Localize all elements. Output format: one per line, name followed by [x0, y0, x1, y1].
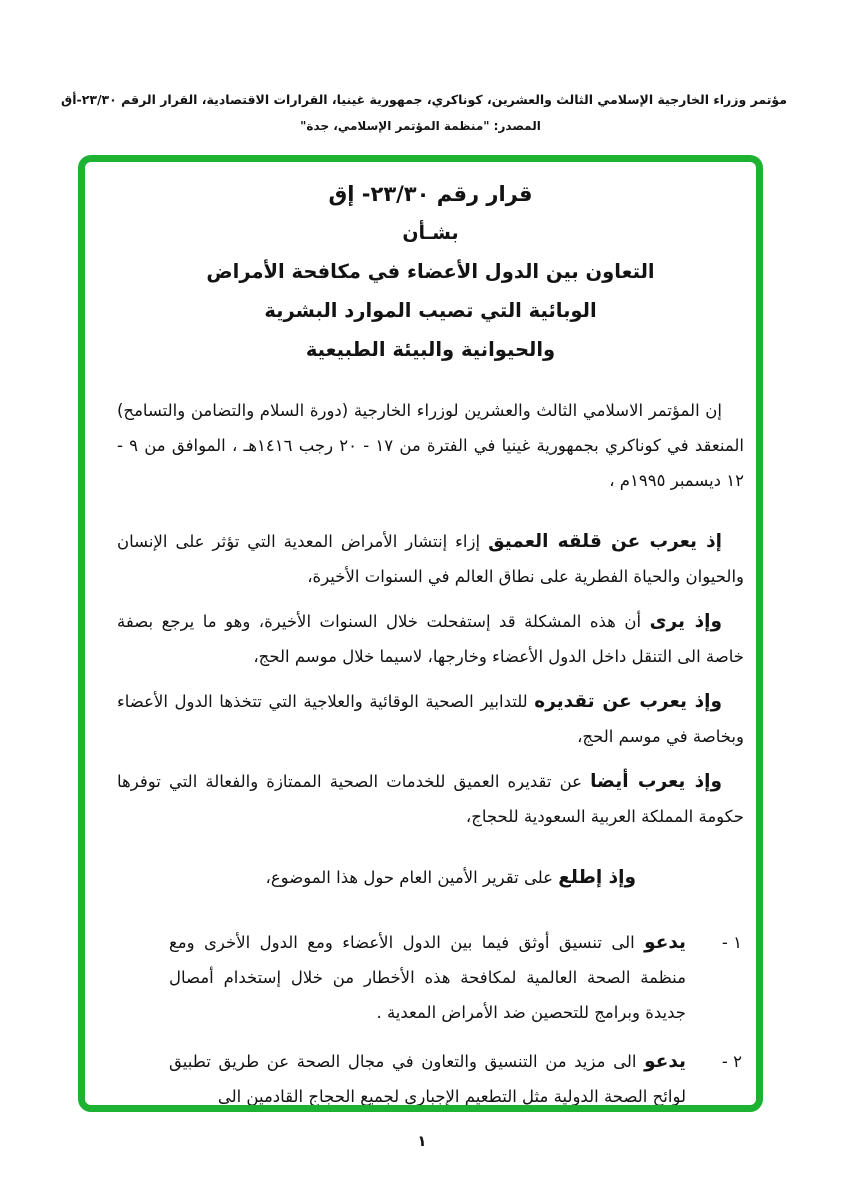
clause-appreciation-measures: [117, 684, 744, 754]
item-text: [117, 925, 686, 1030]
clause-lead: وإذ يعرب أيضا: [590, 771, 722, 792]
list-item-1: [117, 925, 744, 1030]
resolution-title-block: [117, 174, 744, 369]
title-subject-line-3: والحيوانية والبيئة الطبيعية: [305, 338, 556, 361]
title-subject-line-1: التعاون بين الدول الأعضاء في مكافحة الأمراض: [206, 260, 655, 283]
clause-deep-concern: [117, 524, 744, 594]
list-item-2: [117, 1044, 744, 1112]
item-number: ٢ -: [721, 1052, 742, 1071]
clause-considering: [117, 604, 744, 674]
clause-report-review: [117, 860, 744, 895]
header-attribution-line: المصدر: "منظمة المؤتمر الإسلامي، جدة": [300, 119, 541, 133]
preamble-paragraph: إن المؤتمر الاسلامي الثالث والعشرين لوزراء الخارجية (دورة السلام والتضامن والتسامح) المنعقد في كوناكري بجمهورية غينيا في الفترة من ١٧ - ٢٠ رجب ١٤١٦هـ ، الموافق من ٩ - ١٢ ديسمبر ١٩٩٥م ،: [117, 401, 744, 490]
title-regarding: بشـأن: [402, 222, 459, 244]
clause-text: للتدابير الصحية الوقائية والعلاجية التي تتخذها الدول الأعضاء وبخاصة في موسم الحج،: [117, 692, 744, 746]
item-lead: يدعو: [644, 1051, 686, 1072]
clause-text: على تقرير الأمين العام حول هذا الموضوع،: [265, 868, 559, 887]
clause-text: عن تقديره العميق للخدمات الصحية الممتازة والفعالة التي توفرها حكومة المملكة العربية السعودية للحجاج،: [117, 772, 744, 826]
operative-paragraphs: [117, 925, 744, 1112]
clause-text: إزاء إنتشار الأمراض المعدية التي تؤثر على الإنسان والحيوان والحياة الفطرية على نطاق العالم في السنوات الأخيرة،: [117, 532, 744, 586]
clause-lead: وإذ يعرب عن تقديره: [534, 691, 722, 712]
clause-text: أن هذه المشكلة قد إستفحلت خلال السنوات الأخيرة، وهو ما يرجع بصفة خاصة الى التنقل داخل الدول الأعضاء وخارجها، لاسيما خلال موسم الحج،: [117, 612, 744, 666]
item-number: ١ -: [721, 933, 742, 952]
resolution-number: قرار رقم ٢٣/٣٠- إق: [328, 182, 533, 206]
clause-lead: إذ يعرب عن قلقه العميق: [488, 531, 722, 552]
clause-appreciation-services: [117, 764, 744, 834]
document-header: [54, 90, 787, 136]
page-number: ١: [417, 1132, 427, 1150]
item-body: الى تنسيق أوثق فيما بين الدول الأعضاء ومع الدول الأخرى ومع منظمة الصحة العالمية لمكافحة هذه الأخطار من خلال إستخدام أمصال جديدة وبرامج للتحصين ضد الأمراض المعدية .: [169, 933, 686, 1022]
clause-lead: وإذ يرى: [649, 611, 722, 632]
item-text: [117, 1044, 686, 1112]
header-source-line: مؤتمر وزراء الخارجية الإسلامي الثالث والعشرين، كوناكري، جمهورية غينيا، القرارات الاقتصادية، القرار الرقم ٢٣/٣٠-أق: [61, 92, 787, 107]
green-highlight-border: [78, 155, 763, 1112]
item-lead: يدعو: [644, 932, 686, 953]
title-subject-line-2: الوبائية التي تصيب الموارد البشرية: [264, 299, 597, 322]
clause-lead: وإذ إطلع: [558, 867, 636, 888]
item-body: الى مزيد من التنسيق والتعاون في مجال الصحة عن طريق تطبيق لوائح الصحة الدولية مثل التطعيم الإجباري لجميع الحجاج القادمين الى: [169, 1052, 686, 1106]
